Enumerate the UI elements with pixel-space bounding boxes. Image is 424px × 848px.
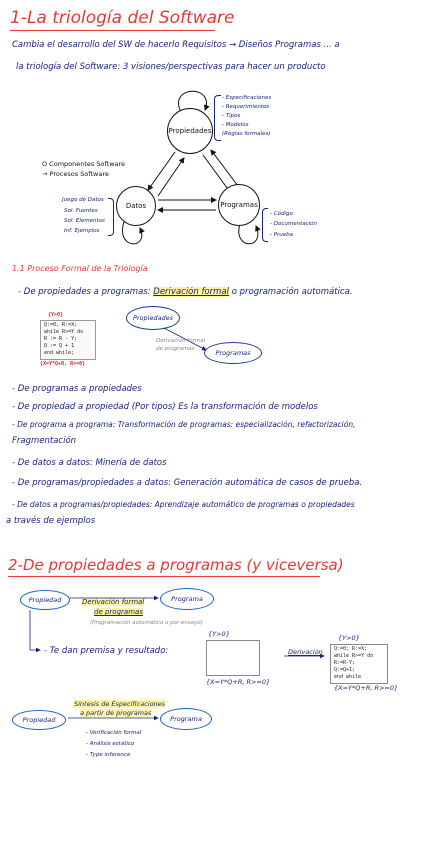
code-line-4: end while; [44, 350, 75, 356]
bullet-2: - De programa a programa: Transformación de programas: especialización, refactorización, [12, 420, 356, 429]
s2-synth-highlight-2: a partir de programas [80, 709, 152, 717]
s2-code-box [330, 644, 388, 684]
mini-arrow-note: Derivación formal de programas [156, 338, 206, 352]
node-datos: Datos [116, 186, 156, 226]
s2-programa-2: Programa [160, 708, 212, 730]
mini-propiedades: Propiedades [126, 306, 180, 330]
bullet-0: - De programas a propiedades [12, 384, 142, 394]
subsection-title: 1.1 Proceso Formal de la Triología [12, 264, 148, 273]
datos-note-0: Juego de Datos [62, 197, 104, 203]
s2-pre-cond: {Y>0} [208, 630, 230, 638]
code-line-1: while R>=Y do [44, 329, 84, 335]
datos-note-1: Sol. Fuentes [64, 208, 98, 214]
node-programas: Programas [218, 184, 260, 226]
s2-code-line-1: while R>=Y do [334, 653, 374, 659]
s2-deriv-highlight-1: Derivación formal [82, 598, 145, 606]
intro-line-1: Cambia el desarrollo del SW de hacerlo Requisitos → Diseños Programas ... a [12, 40, 340, 50]
section2-title: 2-De propiedades a programas (y viceversa) [8, 556, 344, 574]
bullet-7: a través de ejemplos [6, 516, 96, 526]
bullet-1: - De propiedad a propiedad (Por tipos) Es la transformación de modelos [12, 402, 318, 412]
bullet-6: - De datos a programas/propiedades: Aprendizaje automático de programas o propiedades [12, 500, 355, 509]
bullet-4: - De datos a datos: Minería de datos [12, 458, 167, 468]
s2-propiedad: Propiedad [20, 590, 70, 610]
s2-code-line-3: Q:=Q+1; [334, 667, 356, 673]
s2-pre-cond-2: {Y>0} [338, 634, 360, 642]
bullet-3: Fragmentación [12, 436, 77, 446]
code-line-2: R := R - Y; [44, 336, 78, 342]
mini-programas: Programas [204, 342, 262, 364]
line1-suffix: o programación automática. [231, 287, 353, 297]
legend-processes: → Procesos Software [42, 170, 109, 178]
s2-synth-highlight-1: Síntesis de Especificaciones [74, 700, 166, 708]
bullet-5: - De programas/propiedades a datos: Generación automática de casos de prueba. [12, 478, 363, 488]
datos-note-2: Sol. Elementos [64, 218, 105, 224]
prop-note-0: - Especificaciones [222, 95, 272, 101]
s2-code-line-0: Q:=0; R:=X; [334, 646, 368, 652]
code-precondition: {Y>0} [48, 312, 64, 318]
node-propiedades: Propiedades [167, 108, 213, 154]
prop-note-2: - Tipos [222, 113, 241, 119]
legend-components: O Componentes Software [42, 160, 126, 168]
prog-note-1: - Documentación [270, 221, 317, 227]
s2-deriv-label: Derivación [288, 648, 323, 656]
code-line-0: Q:=0, R:=X; [44, 322, 78, 328]
s2-post-cond: {X=Y*Q+R, R>=0} [206, 678, 271, 686]
code-line-3: Q := Q + 1 [44, 343, 75, 349]
prop-note-1: - Requerimientos [222, 104, 270, 110]
prog-note-2: - Prueba [270, 232, 294, 238]
prop-note-3: - Modelos [222, 122, 249, 128]
code-postcondition: {X=Y*Q+R, R>=0} [40, 361, 86, 367]
s2-post-cond-2: {X=Y*Q+R, R>=0} [334, 684, 399, 692]
s2-code-line-2: R:=R-Y; [334, 660, 356, 666]
s2-synth-note-0: - Verificación formal [86, 730, 142, 736]
prop-note-4: (Reglas formales) [222, 131, 271, 137]
s2-deriv-note: (Programación automática o por ensayo) [90, 620, 203, 626]
s2-deriv-highlight-2: de programas [94, 608, 143, 616]
s2-code-line-4: end while [334, 674, 362, 680]
s2-propiedad-2: Propiedad [12, 710, 66, 730]
line1-highlight: Derivación formal [153, 287, 230, 297]
s2-programa: Programa [160, 588, 214, 610]
section1-title: 1-La triología del Software [10, 8, 235, 28]
s2-synth-note-1: - Análisis estático [86, 741, 135, 747]
s2-synth-note-2: - Type inference [86, 752, 131, 758]
s2-pre-line: - Te dan premisa y resultado: [44, 646, 169, 656]
prog-note-0: - Código [270, 211, 293, 217]
s2-empty-box [206, 640, 260, 676]
datos-note-3: Inf. Ejemplos [64, 228, 100, 234]
line1-prefix: - De propiedades a programas: [18, 287, 151, 297]
intro-line-2: la triología del Software: 3 visiones/perspectivas para hacer un producto [16, 62, 326, 72]
